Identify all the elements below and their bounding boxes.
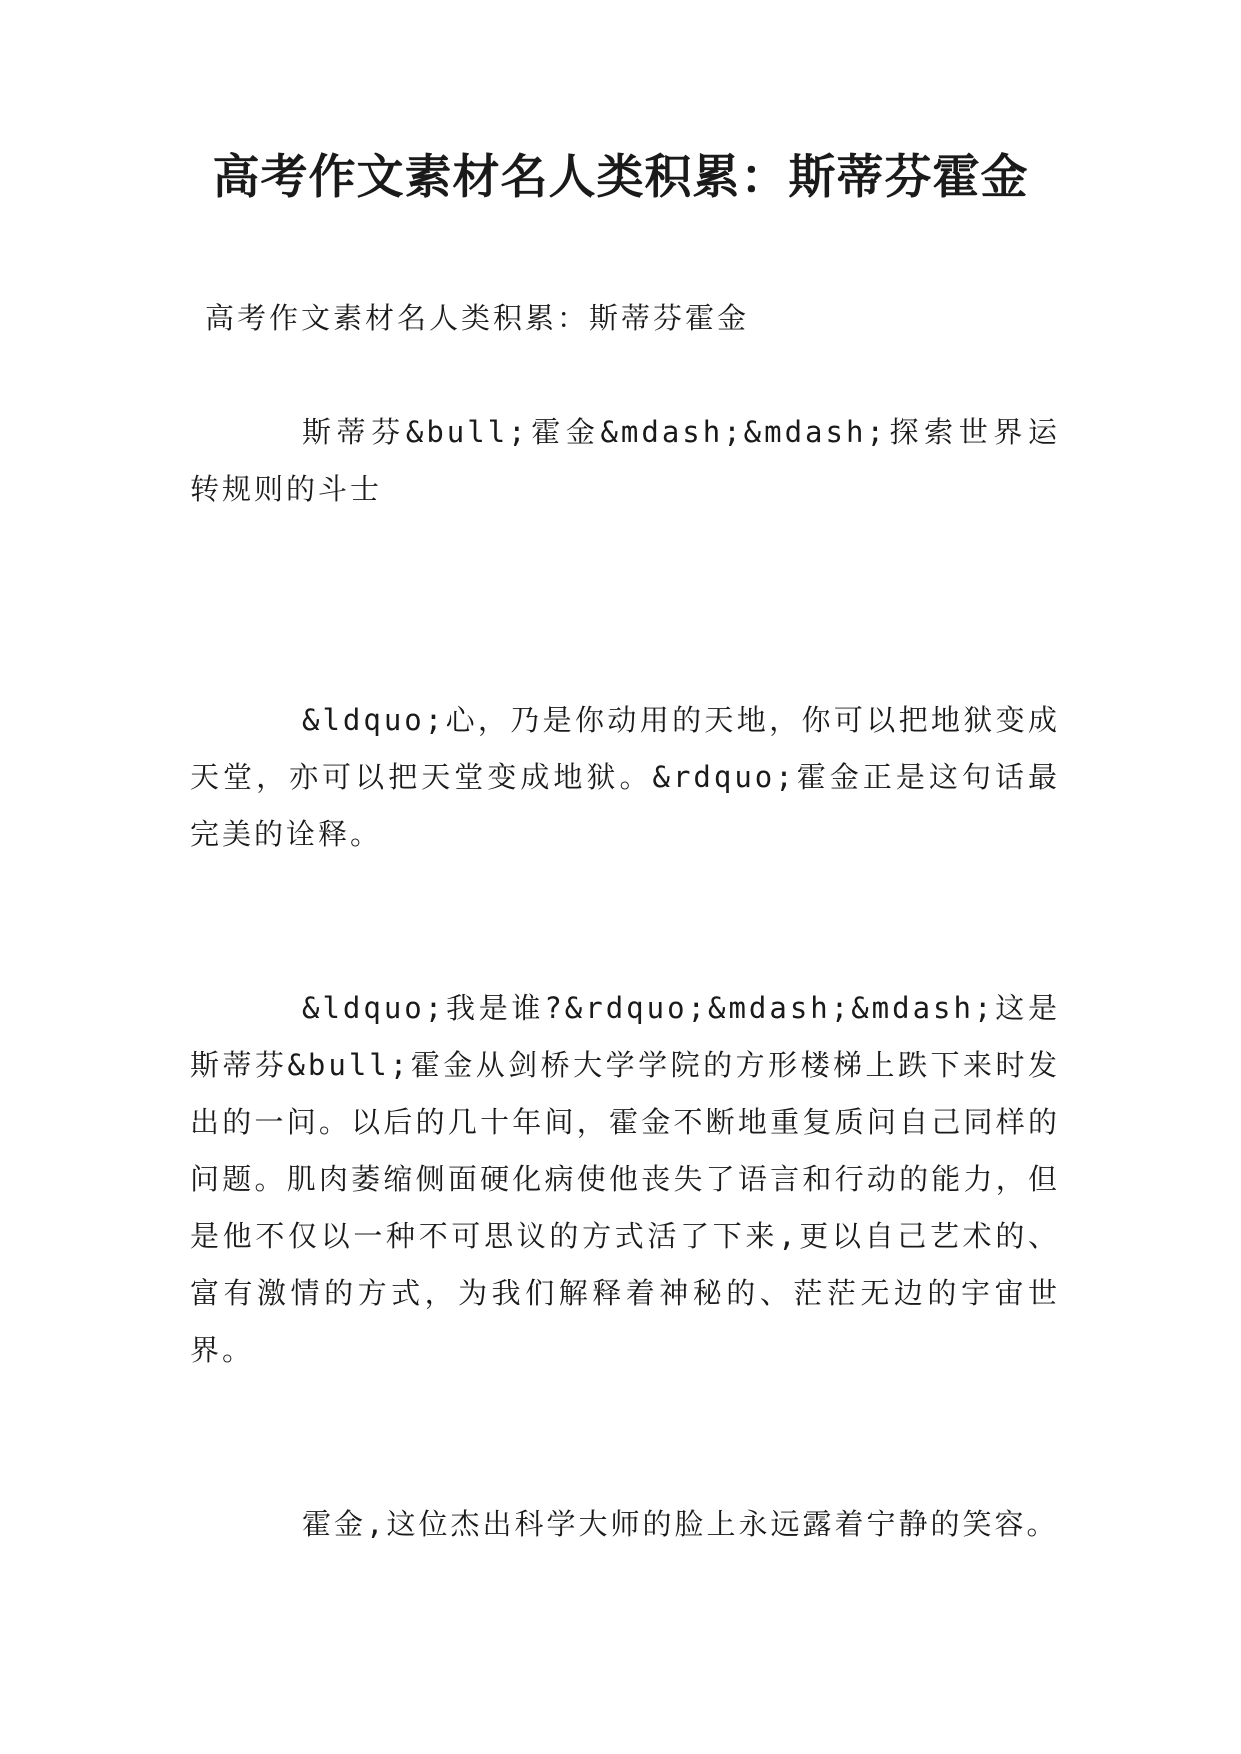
document-subtitle: 高考作文素材名人类积累：斯蒂芬霍金 <box>205 301 750 335</box>
paragraph-quote: &ldquo;心，乃是你动用的天地，你可以把地狱变成天堂，亦可以把天堂变成地狱。&rdquo;霍金正是这句话最完美的诠释。 <box>190 703 1060 851</box>
paragraph-who-am-i: &ldquo;我是谁?&rdquo;&mdash;&mdash;这是斯蒂芬&bull;霍金从剑桥大学学院的方形楼梯上跌下来时发出的一问。以后的几十年间，霍金不断地重复质问自己同样的问题。肌肉萎缩侧面硬化病使他丧失了语言和行动的能力，但是他不仅以一种不可思议的方式活了下来,更以自己艺术的、富有激情的方式，为我们解释着神秘的、茫茫无边的宇宙世界。 <box>190 991 1060 1367</box>
document-title: 高考作文素材名人类积累：斯蒂芬霍金 <box>212 150 1029 205</box>
paragraph-heading: 斯蒂芬&bull;霍金&mdash;&mdash;探索世界运转规则的斗士 <box>190 415 1060 506</box>
paragraph-smile: 霍金,这位杰出科学大师的脸上永远露着宁静的笑容。 <box>302 1507 1059 1541</box>
